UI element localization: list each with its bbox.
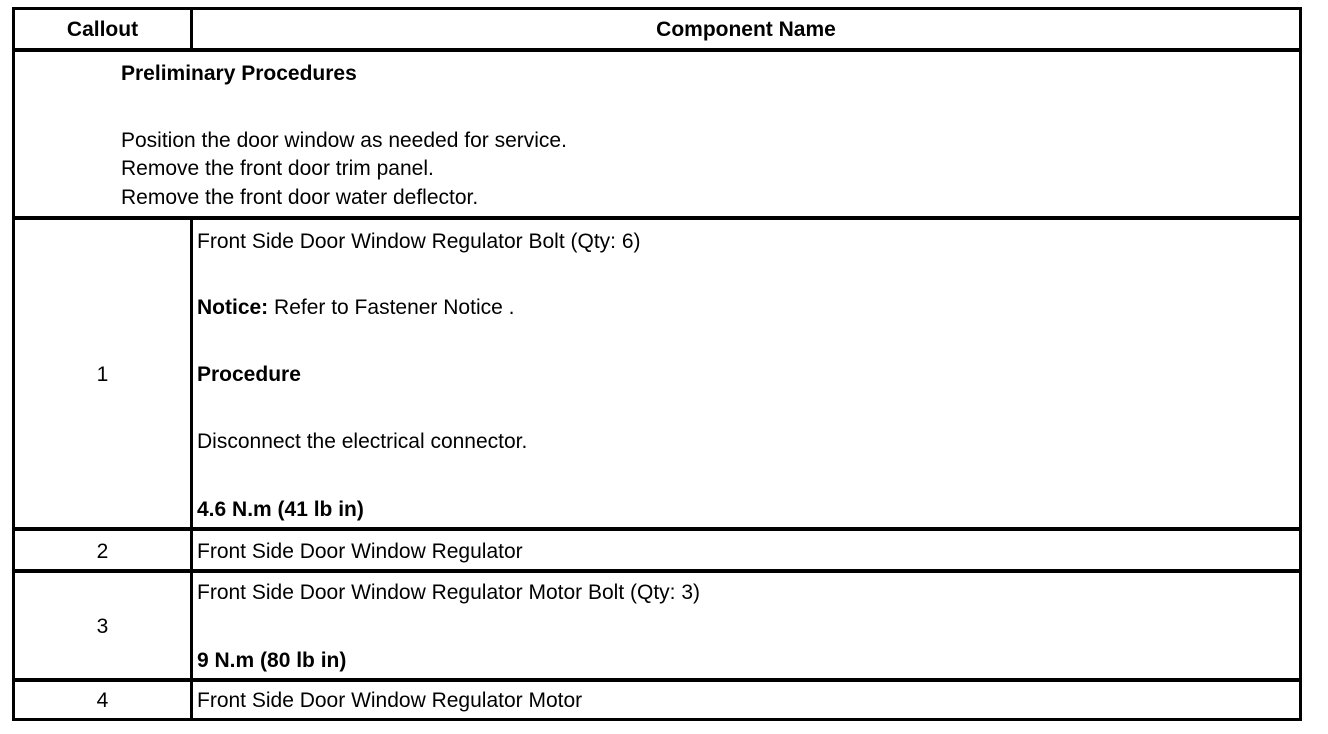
component-name: Front Side Door Window Regulator Motor [197, 689, 583, 712]
column-divider-rows [190, 218, 193, 721]
preliminary-step: Position the door window as needed for service. [121, 129, 567, 152]
row1-divider [15, 527, 1299, 531]
callout-number: 3 [96, 615, 109, 638]
callout-number: 4 [96, 689, 109, 712]
notice-text: Refer to Fastener Notice . [268, 296, 515, 319]
procedure-label: Procedure [197, 363, 301, 386]
notice-label: Notice: [197, 296, 269, 319]
header-component-name: Component Name [656, 18, 836, 41]
preliminary-title: Preliminary Procedures [121, 62, 357, 85]
notice-line [197, 296, 514, 320]
row3-divider [15, 678, 1299, 682]
component-name: Front Side Door Window Regulator Motor Bolt (Qty: 3) [197, 581, 701, 604]
component-name: Front Side Door Window Regulator Bolt (Qty: 6) [197, 230, 641, 253]
callout-number: 1 [96, 363, 109, 386]
component-table [12, 7, 1302, 721]
header-callout: Callout [66, 18, 139, 41]
header-divider [15, 48, 1299, 52]
row2-divider [15, 569, 1299, 573]
component-name: Front Side Door Window Regulator [197, 540, 523, 563]
preliminary-step: Remove the front door water deflector. [121, 186, 479, 209]
preliminary-divider [15, 216, 1299, 220]
callout-number: 2 [96, 540, 109, 563]
torque-spec: 4.6 N.m (41 lb in) [197, 498, 364, 521]
torque-spec: 9 N.m (80 lb in) [197, 649, 347, 672]
preliminary-step: Remove the front door trim panel. [121, 157, 434, 180]
procedure-text: Disconnect the electrical connector. [197, 430, 528, 453]
